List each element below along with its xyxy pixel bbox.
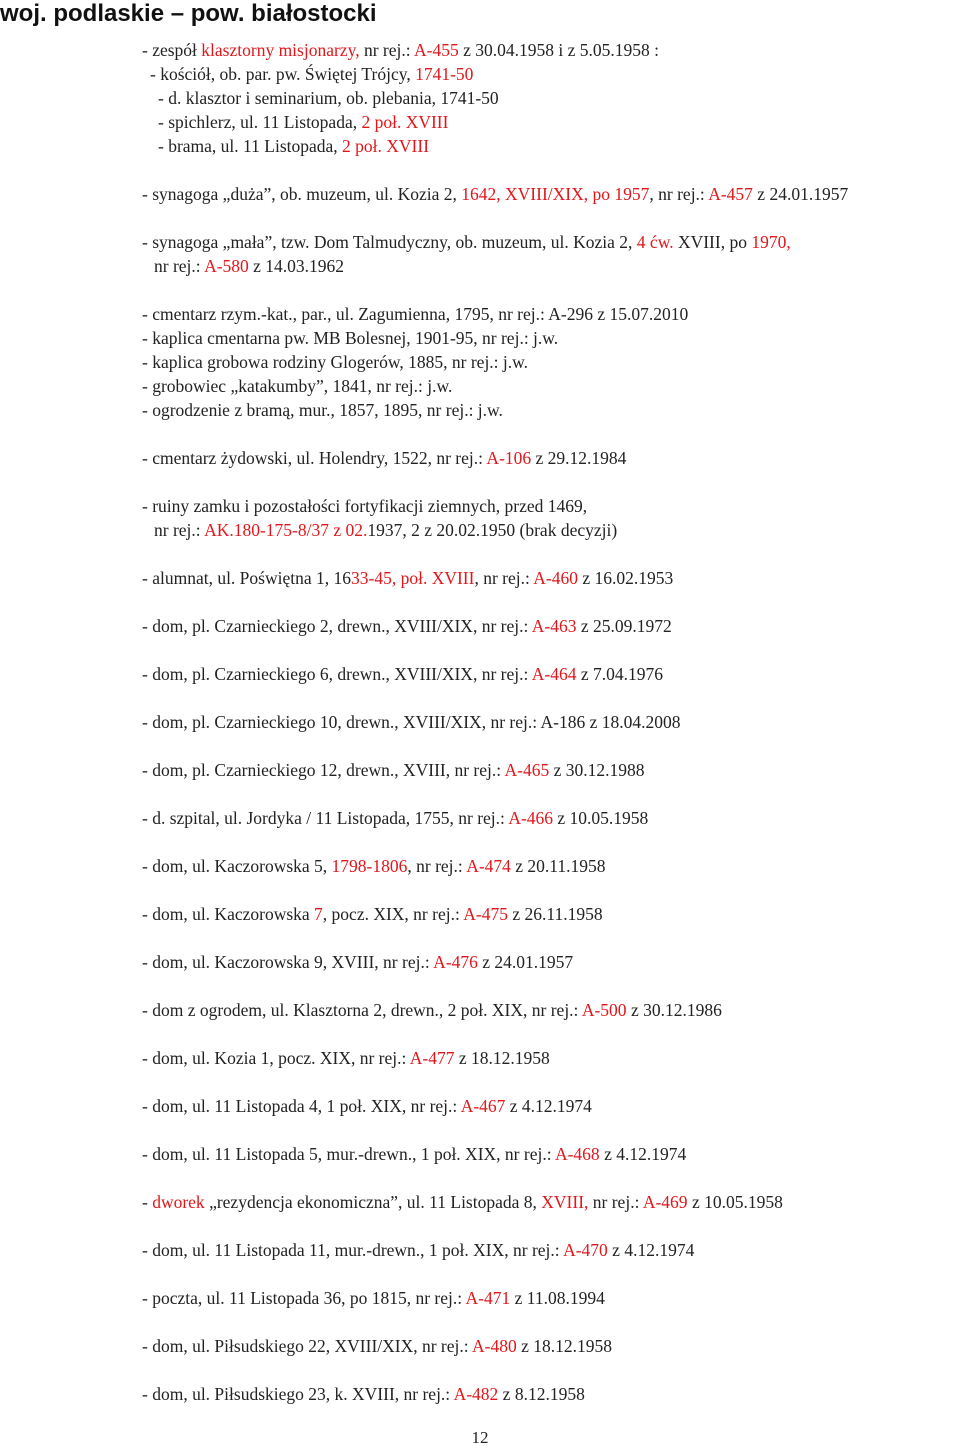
entry-text: - xyxy=(142,1192,153,1212)
entry-text: z 4.12.1974 xyxy=(505,1096,592,1116)
entry-text: z 18.12.1958 xyxy=(516,1336,613,1356)
highlighted-text: A-476 xyxy=(433,952,478,972)
register-entry xyxy=(142,1286,957,1310)
highlighted-text: A-460 xyxy=(533,568,578,588)
register-entry xyxy=(142,758,957,782)
entry-text: z 10.05.1958 xyxy=(687,1192,783,1212)
entry-line xyxy=(142,1238,957,1262)
entry-text: z 30.12.1986 xyxy=(626,1000,722,1020)
entry-spacer xyxy=(142,542,957,566)
entry-text: „rezydencja ekonomiczna”, ul. 11 Listopada 8, xyxy=(204,1192,542,1212)
entry-spacer xyxy=(142,878,957,902)
entry-line xyxy=(142,326,957,350)
entry-text: , nr rej.: xyxy=(474,568,534,588)
register-entry xyxy=(142,1238,957,1262)
entry-line xyxy=(142,110,957,134)
entry-spacer xyxy=(142,470,957,494)
highlighted-text: A-480 xyxy=(472,1336,517,1356)
entry-spacer xyxy=(142,686,957,710)
highlighted-text: A-475 xyxy=(463,904,508,924)
page-title: woj. podlaskie – pow. białostocki xyxy=(0,0,377,27)
entry-spacer xyxy=(142,1022,957,1046)
entry-text: - synagoga „mała”, tzw. Dom Talmudyczny, ob. muzeum, ul. Kozia 2, xyxy=(142,232,637,252)
highlighted-text: 1741-50 xyxy=(415,64,474,84)
entry-line xyxy=(142,1286,957,1310)
highlighted-text: A-455 xyxy=(414,40,459,60)
entry-text: - dom z ogrodem, ul. Klasztorna 2, drewn., 2 poł. XIX, nr rej.: xyxy=(142,1000,582,1020)
entry-text: z 4.12.1974 xyxy=(599,1144,687,1164)
entry-line xyxy=(142,182,957,206)
entry-text: - dom, ul. Kaczorowska xyxy=(142,904,315,924)
register-entry xyxy=(142,38,957,158)
register-entry xyxy=(142,614,957,638)
page-number: 12 xyxy=(471,1428,489,1447)
entry-spacer xyxy=(142,206,957,230)
highlighted-text: 2 poł. XVIII xyxy=(342,136,430,156)
register-entry xyxy=(142,902,957,926)
entry-text: - synagoga „duża”, ob. muzeum, ul. Kozia 2, xyxy=(142,184,462,204)
entry-text: - dom, ul. Piłsudskiego 23, k. XVIII, nr rej.: xyxy=(142,1384,454,1404)
highlighted-text: 1970, xyxy=(751,232,791,252)
register-entry xyxy=(142,1190,957,1214)
entry-line xyxy=(142,1094,957,1118)
entry-line xyxy=(142,806,957,830)
entry-line xyxy=(142,1046,957,1070)
entry-text: z 29.12.1984 xyxy=(531,448,627,468)
entry-line xyxy=(142,1190,957,1214)
entry-spacer xyxy=(142,1166,957,1190)
entry-line xyxy=(142,854,957,878)
highlighted-text: A-471 xyxy=(465,1288,511,1308)
register-entry xyxy=(142,662,957,686)
entry-text: z 11.08.1994 xyxy=(510,1288,605,1308)
entry-line xyxy=(142,62,957,86)
register-entry xyxy=(142,1382,957,1406)
highlighted-text: A-463 xyxy=(531,616,577,636)
entry-line xyxy=(142,86,957,110)
entry-text: - dom, ul. Kozia 1, pocz. XIX, nr rej.: xyxy=(142,1048,410,1068)
entry-spacer xyxy=(142,590,957,614)
entry-text: nr rej.: xyxy=(154,520,205,540)
entry-spacer xyxy=(142,158,957,182)
entry-line xyxy=(142,758,957,782)
register-entry xyxy=(142,446,957,470)
highlighted-text: A-469 xyxy=(642,1192,688,1212)
register-entry xyxy=(142,1094,957,1118)
entry-text: - grobowiec „katakumby”, 1841, nr rej.: j.w. xyxy=(142,376,453,396)
register-entry xyxy=(142,494,957,542)
entry-text: - dom, ul. Kaczorowska 9, XVIII, nr rej.: xyxy=(142,952,434,972)
highlighted-text: A-106 xyxy=(486,448,532,468)
entry-text: z 8.12.1958 xyxy=(498,1384,585,1404)
entry-line xyxy=(142,350,957,374)
entry-text: , nr rej.: xyxy=(649,184,709,204)
entry-text: - dom, ul. Piłsudskiego 22, XVIII/XIX, nr rej.: xyxy=(142,1336,473,1356)
entry-text: z 30.12.1988 xyxy=(549,760,645,780)
highlighted-text: A-457 xyxy=(708,184,753,204)
register-entry xyxy=(142,1334,957,1358)
highlighted-text: A-474 xyxy=(466,856,511,876)
entry-text: - dom, pl. Czarnieckiego 2, drewn., XVIII/XIX, nr rej.: xyxy=(142,616,532,636)
entry-text: 1937, 2 z 20.02.1950 (brak decyzji) xyxy=(367,520,618,540)
entry-text: , nr rej.: xyxy=(407,856,467,876)
entry-spacer xyxy=(142,830,957,854)
entry-text: - alumnat, ul. Poświętna 1, 16 xyxy=(142,568,352,588)
register-entry xyxy=(142,566,957,590)
entry-spacer xyxy=(142,926,957,950)
entry-text: - cmentarz rzym.-kat., par., ul. Zagumienna, 1795, nr rej.: A-296 z 15.07.2010 xyxy=(142,304,689,324)
entry-spacer xyxy=(142,1118,957,1142)
entry-text: z 18.12.1958 xyxy=(454,1048,550,1068)
entry-text: z 24.01.1957 xyxy=(752,184,849,204)
entry-line xyxy=(142,398,957,422)
highlighted-text: A-465 xyxy=(504,760,550,780)
entry-line xyxy=(142,566,957,590)
entry-line xyxy=(142,950,957,974)
entry-text: - dom, pl. Czarnieckiego 12, drewn., XVIII, nr rej.: xyxy=(142,760,505,780)
entry-line xyxy=(142,446,957,470)
entry-text: - kościół, ob. par. pw. Świętej Trójcy, xyxy=(150,64,416,84)
entry-spacer xyxy=(142,974,957,998)
entry-text: z 7.04.1976 xyxy=(576,664,664,684)
entry-spacer xyxy=(142,422,957,446)
highlighted-text: A-466 xyxy=(508,808,554,828)
highlighted-text: A-500 xyxy=(581,1000,627,1020)
entry-text: - ruiny zamku i pozostałości fortyfikacji ziemnych, przed 1469, xyxy=(142,496,588,516)
entry-line xyxy=(142,1382,957,1406)
entry-text: nr rej.: xyxy=(359,40,415,60)
entry-line xyxy=(142,302,957,326)
entry-line xyxy=(142,902,957,926)
entry-text: nr rej.: xyxy=(588,1192,643,1212)
entry-spacer xyxy=(142,1070,957,1094)
register-entry xyxy=(142,1142,957,1166)
highlighted-text: XVIII, xyxy=(541,1192,589,1212)
entry-line xyxy=(142,614,957,638)
highlighted-text: 2 poł. XVIII xyxy=(361,112,449,132)
register-entry xyxy=(142,1046,957,1070)
entry-text: - kaplica grobowa rodziny Glogerów, 1885, nr rej.: j.w. xyxy=(142,352,529,372)
highlighted-text: AK.180-175-8/37 z 02. xyxy=(204,520,368,540)
entry-text: - dom, ul. Kaczorowska 5, xyxy=(142,856,332,876)
highlighted-text: klasztorny misjonarzy, xyxy=(201,40,360,60)
entry-spacer xyxy=(142,1310,957,1334)
entry-text: - zespół xyxy=(142,40,202,60)
entry-text: - dom, ul. 11 Listopada 5, mur.-drewn., 1 poł. XIX, nr rej.: xyxy=(142,1144,555,1164)
entry-text: z 4.12.1974 xyxy=(607,1240,695,1260)
register-entry xyxy=(142,950,957,974)
entry-spacer xyxy=(142,782,957,806)
entry-text: nr rej.: xyxy=(154,256,205,276)
highlighted-text: dworek xyxy=(152,1192,205,1212)
monument-list xyxy=(142,38,957,1406)
highlighted-text: A-464 xyxy=(531,664,577,684)
entry-spacer xyxy=(142,1262,957,1286)
entry-line xyxy=(142,38,957,62)
register-entry xyxy=(142,230,957,278)
register-entry xyxy=(142,182,957,206)
entry-line xyxy=(142,518,957,542)
entry-text: z 16.02.1953 xyxy=(578,568,674,588)
entry-spacer xyxy=(142,638,957,662)
entry-text: z 24.01.1957 xyxy=(477,952,574,972)
entry-text: z 14.03.1962 xyxy=(248,256,345,276)
entry-spacer xyxy=(142,734,957,758)
entry-text: - ogrodzenie z bramą, mur., 1857, 1895, nr rej.: j.w. xyxy=(142,400,503,420)
entry-line xyxy=(142,662,957,686)
entry-text: - poczta, ul. 11 Listopada 36, po 1815, nr rej.: xyxy=(142,1288,466,1308)
entry-text: z 10.05.1958 xyxy=(553,808,649,828)
entry-line xyxy=(142,494,957,518)
entry-line xyxy=(142,134,957,158)
entry-text: z 30.04.1958 i z 5.05.1958 : xyxy=(458,40,659,60)
entry-spacer xyxy=(142,278,957,302)
entry-text: - kaplica cmentarna pw. MB Bolesnej, 1901-95, nr rej.: j.w. xyxy=(142,328,559,348)
register-entry xyxy=(142,710,957,734)
entry-text: , pocz. XIX, nr rej.: xyxy=(322,904,464,924)
highlighted-text: 1642, XVIII/XIX, po 1957 xyxy=(461,184,650,204)
register-entry xyxy=(142,998,957,1022)
entry-text: - brama, ul. 11 Listopada, xyxy=(158,136,343,156)
entry-text: - cmentarz żydowski, ul. Holendry, 1522, nr rej.: xyxy=(142,448,487,468)
entry-line xyxy=(142,230,957,254)
highlighted-text: A-482 xyxy=(453,1384,499,1404)
highlighted-text: 33-45, poł. XVIII xyxy=(351,568,475,588)
entry-line xyxy=(142,374,957,398)
entry-text: - spichlerz, ul. 11 Listopada, xyxy=(158,112,362,132)
entry-line xyxy=(142,254,957,278)
entry-line xyxy=(142,1334,957,1358)
entry-spacer xyxy=(142,1358,957,1382)
entry-text: z 20.11.1958 xyxy=(510,856,606,876)
entry-text: - dom, pl. Czarnieckiego 10, drewn., XVIII/XIX, nr rej.: A-186 z 18.04.2008 xyxy=(142,712,681,732)
register-entry xyxy=(142,302,957,422)
entry-line xyxy=(142,710,957,734)
highlighted-text: A-468 xyxy=(554,1144,600,1164)
entry-spacer xyxy=(142,1214,957,1238)
entry-text: - d. szpital, ul. Jordyka / 11 Listopada, 1755, nr rej.: xyxy=(142,808,509,828)
entry-text: - dom, ul. 11 Listopada 4, 1 poł. XIX, nr rej.: xyxy=(142,1096,461,1116)
register-entry xyxy=(142,806,957,830)
entry-line xyxy=(142,1142,957,1166)
entry-text: z 26.11.1958 xyxy=(507,904,603,924)
entry-text: - dom, pl. Czarnieckiego 6, drewn., XVIII/XIX, nr rej.: xyxy=(142,664,532,684)
highlighted-text: A-467 xyxy=(460,1096,506,1116)
highlighted-text: 7 xyxy=(314,904,323,924)
entry-text: XVIII, po xyxy=(673,232,752,252)
highlighted-text: A-477 xyxy=(409,1048,455,1068)
entry-text: - d. klasztor i seminarium, ob. plebania, 1741-50 xyxy=(158,88,499,108)
highlighted-text: A-470 xyxy=(563,1240,608,1260)
entry-text: - dom, ul. 11 Listopada 11, mur.-drewn., 1 poł. XIX, nr rej.: xyxy=(142,1240,564,1260)
entry-text: z 25.09.1972 xyxy=(576,616,672,636)
highlighted-text: A-580 xyxy=(204,256,249,276)
highlighted-text: 4 ćw. xyxy=(636,232,674,252)
entry-line xyxy=(142,998,957,1022)
register-entry xyxy=(142,854,957,878)
highlighted-text: 1798-1806 xyxy=(331,856,408,876)
